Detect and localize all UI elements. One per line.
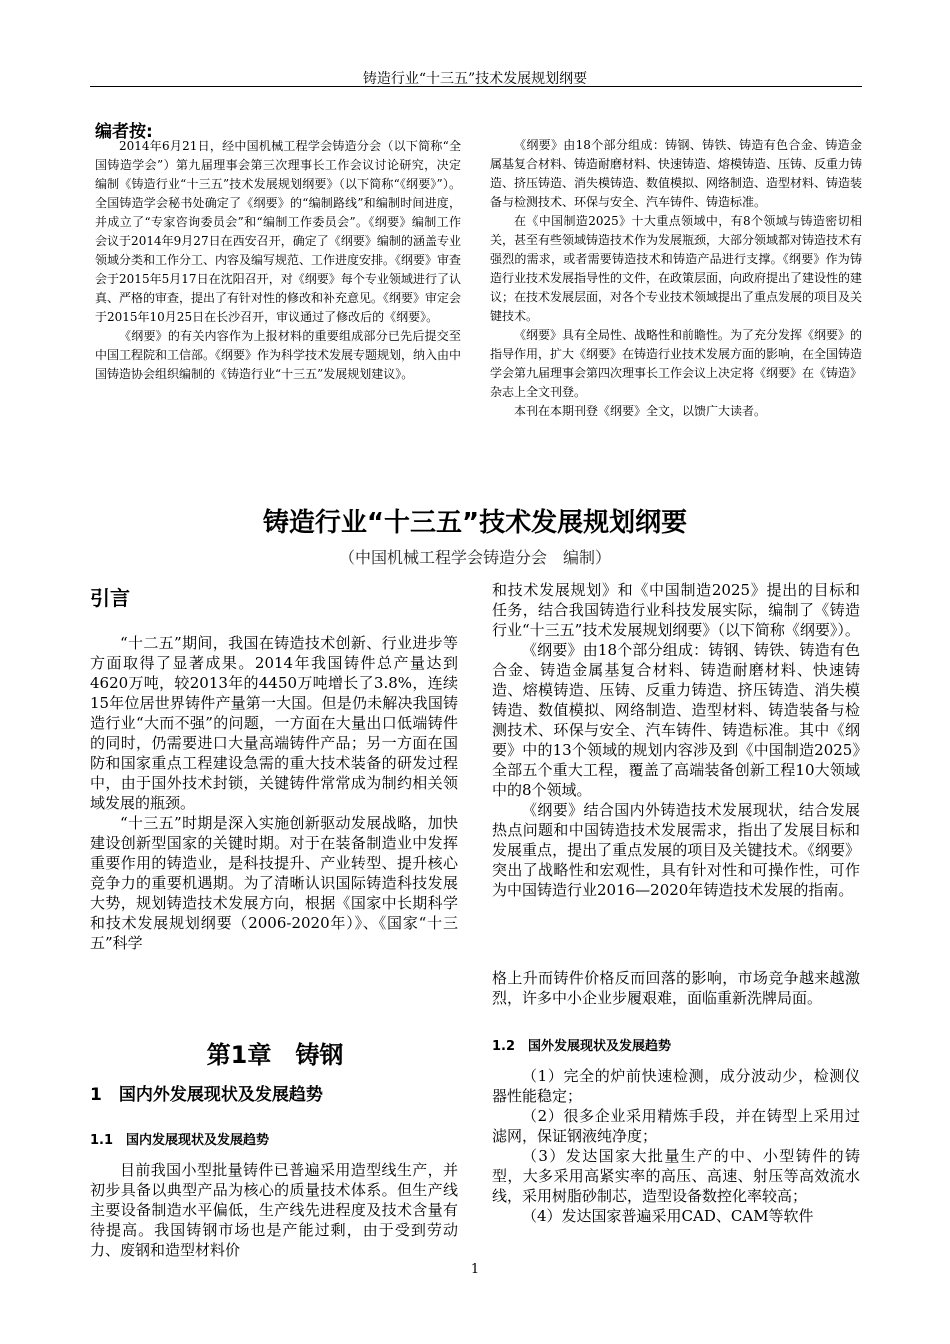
section-1-2-list	[492, 1066, 860, 1226]
intro-paragraph: 《纲要》结合国内外铸造技术发展现状，结合发展热点问题和中国铸造技术发展需求，指出了发展目标和发展重点，提出了重点发展的项目及关键技术。《纲要》突出了战略性和宏观性，具有针对性和可操作性，可作为中国铸造行业2016—2020年铸造技术发展的指南。	[492, 801, 860, 899]
intro-heading: 引言	[90, 586, 130, 610]
article-title: 铸造行业“十三五”技术发展规划纲要	[262, 508, 688, 538]
section-heading-1: 1 国内外发展现状及发展趋势	[90, 1085, 323, 1105]
intro-left-column	[90, 633, 458, 953]
running-header: 铸造行业“十三五”技术发展规划纲要	[362, 71, 588, 87]
intro-paragraph: 和技术发展规划》和《中国制造2025》提出的目标和任务，结合我国铸造行业科技发展实际，编制了《铸造行业“十三五”技术发展规划纲要》（以下简称《纲要》）。	[492, 581, 860, 639]
list-item: （1）完全的炉前快速检测，成分波动少，检测仪器性能稳定；	[492, 1067, 860, 1105]
page-number: 1	[470, 1262, 480, 1277]
section-1-1-body	[90, 1160, 458, 1260]
intro-right-column	[492, 580, 860, 900]
section-heading-1-1: 1.1 国内发展现状及发展趋势	[90, 1133, 270, 1148]
editor-note-paragraph: 《纲要》由18个部分组成：铸钢、铸铁、铸造有色合金、铸造金属基复合材料、铸造耐磨材料、快速铸造、熔模铸造、压铸、反重力铸造、挤压铸造、消失模铸造、数值模拟、网络制造、造型材料、铸造装备与检测技术、环保与安全、汽车铸件、铸造标准。	[490, 138, 863, 209]
editor-note-paragraph: 《纲要》具有全局性、战略性和前瞻性。为了充分发挥《纲要》的指导作用，扩大《纲要》在铸造行业技术发展方面的影响，在全国铸造学会第九届理事会第四次理事长工作会议上决定将《纲要》在《铸造》杂志上全文刊登。	[490, 328, 863, 399]
intro-paragraph: “十二五”期间，我国在铸造技术创新、行业进步等方面取得了显著成果。2014年我国铸件总产量达到4620万吨，较2013年的4450万吨增长了3.8%，连续15年位居世界铸件产量第一大国。但是仍未解决我国铸造行业“大而不强”的问题，一方面在大量出口低端铸件的同时，仍需要进口大量高端铸件产品；另一方面在国防和国家重点工程建设急需的重大技术装备的研发过程中，由于国外技术封锁，关键铸件常常成为制约相关领域发展的瓶颈。	[90, 634, 458, 812]
editor-note-paragraph: 《纲要》的有关内容作为上报材料的重要组成部分已先后提交至中国工程院和工信部。《纲要》作为科学技术发展专题规划，纳入由中国铸造协会组织编制的《铸造行业“十三五”发展规划建议》。	[95, 329, 462, 381]
body-paragraph: 格上升而铸件价格反而回落的影响，市场竞争越来越激烈，许多中小企业步履艰难，面临重新洗牌局面。	[492, 969, 860, 1007]
section-1-1-continuation	[492, 968, 860, 1008]
list-item: （3）发达国家大批量生产的中、小型铸件的铸型，大多采用高紧实率的高压、高速、射压等高效流水线，采用树脂砂制芯，造型设备数控化率较高；	[492, 1147, 860, 1205]
article-subtitle: （中国机械工程学会铸造分会 编制）	[338, 548, 611, 567]
editor-note-left-column	[95, 137, 461, 384]
editor-note-paragraph: 2014年6月21日，经中国机械工程学会铸造分会（以下简称“全国铸造学会”）第九届理事会第三次理事长工作会议讨论研究，决定编制《铸造行业“十三五”技术发展规划纲要》（以下简称“《纲要》”）。全国铸造学会秘书处确定了《纲要》的“编制路线”和编制时间进度，并成立了“专家咨询委员会”和“编制工作委员会”。《纲要》编制工作会议于2014年9月27日在西安召开，确定了《纲要》编制的涵盖专业领域分类和工作分工、内容及编写规范、工作进度安排。《纲要》审查会于2015年5月17日在沈阳召开，对《纲要》每个专业领域进行了认真、严格的审查，提出了有针对性的修改和补充意见。《纲要》审定会于2015年10月25日在长沙召开，审议通过了修改后的《纲要》。	[95, 139, 462, 324]
editor-note-label: 编者按:	[95, 122, 153, 142]
intro-paragraph: 《纲要》由18个部分组成：铸钢、铸铁、铸造有色合金、铸造金属基复合材料、铸造耐磨材料、快速铸造、熔模铸造、压铸、反重力铸造、挤压铸造、消失模铸造、数值模拟、网络制造、造型材料、铸造装备与检测技术、环保与安全、汽车铸件、铸造标准。其中《纲要》中的13个领域的规划内容涉及到《中国制造2025》全部五个重大工程，覆盖了高端装备创新工程10大领域中的8个领域。	[492, 641, 860, 799]
list-item: （4）发达国家普遍采用CAD、CAM等软件	[522, 1207, 814, 1225]
chapter-title: 第1章 铸钢	[206, 1041, 344, 1069]
editor-note-paragraph: 在《中国制造2025》十大重点领域中，有8个领域与铸造密切相关，甚至有些领域铸造技术作为发展瓶颈，大部分领域都对铸造技术有强烈的需求，或者需要铸造技术和铸造产品进行支撑。《纲要》作为铸造行业技术发展指导性的文件，在政策层面，向政府提出了建设性的建议；在技术发展层面，对各个专业技术领域提出了重点发展的项目及关键技术。	[490, 214, 863, 323]
intro-paragraph: “十三五”时期是深入实施创新驱动发展战略，加快建设创新型国家的关键时期。对于在装备制造业中发挥重要作用的铸造业，是科技提升、产业转型、提升核心竞争力的重要机遇期。为了清晰认识国际铸造科技发展大势，规划铸造技术发展方向，根据《国家中长期科学和技术发展规划纲要（2006-2020年）》、《国家“十三五”科学	[90, 814, 458, 952]
editor-note-right-column	[490, 136, 862, 421]
list-item: （2）很多企业采用精炼手段，并在铸型上采用过滤网，保证钢液纯净度；	[492, 1107, 860, 1145]
section-heading-1-2: 1.2 国外发展现状及发展趋势	[492, 1039, 672, 1054]
header-rule	[90, 86, 862, 87]
body-paragraph: 目前我国小型批量铸件已普遍采用造型线生产，并初步具备以典型产品为核心的质量技术体系。但生产线主要设备制造水平偏低，生产线先进程度及技术含量有待提高。我国铸钢市场也是产能过剩，由于受到劳动力、废钢和造型材料价	[90, 1161, 458, 1259]
editor-note-paragraph: 本刊在本期刊登《纲要》全文，以馈广大读者。	[514, 404, 767, 418]
